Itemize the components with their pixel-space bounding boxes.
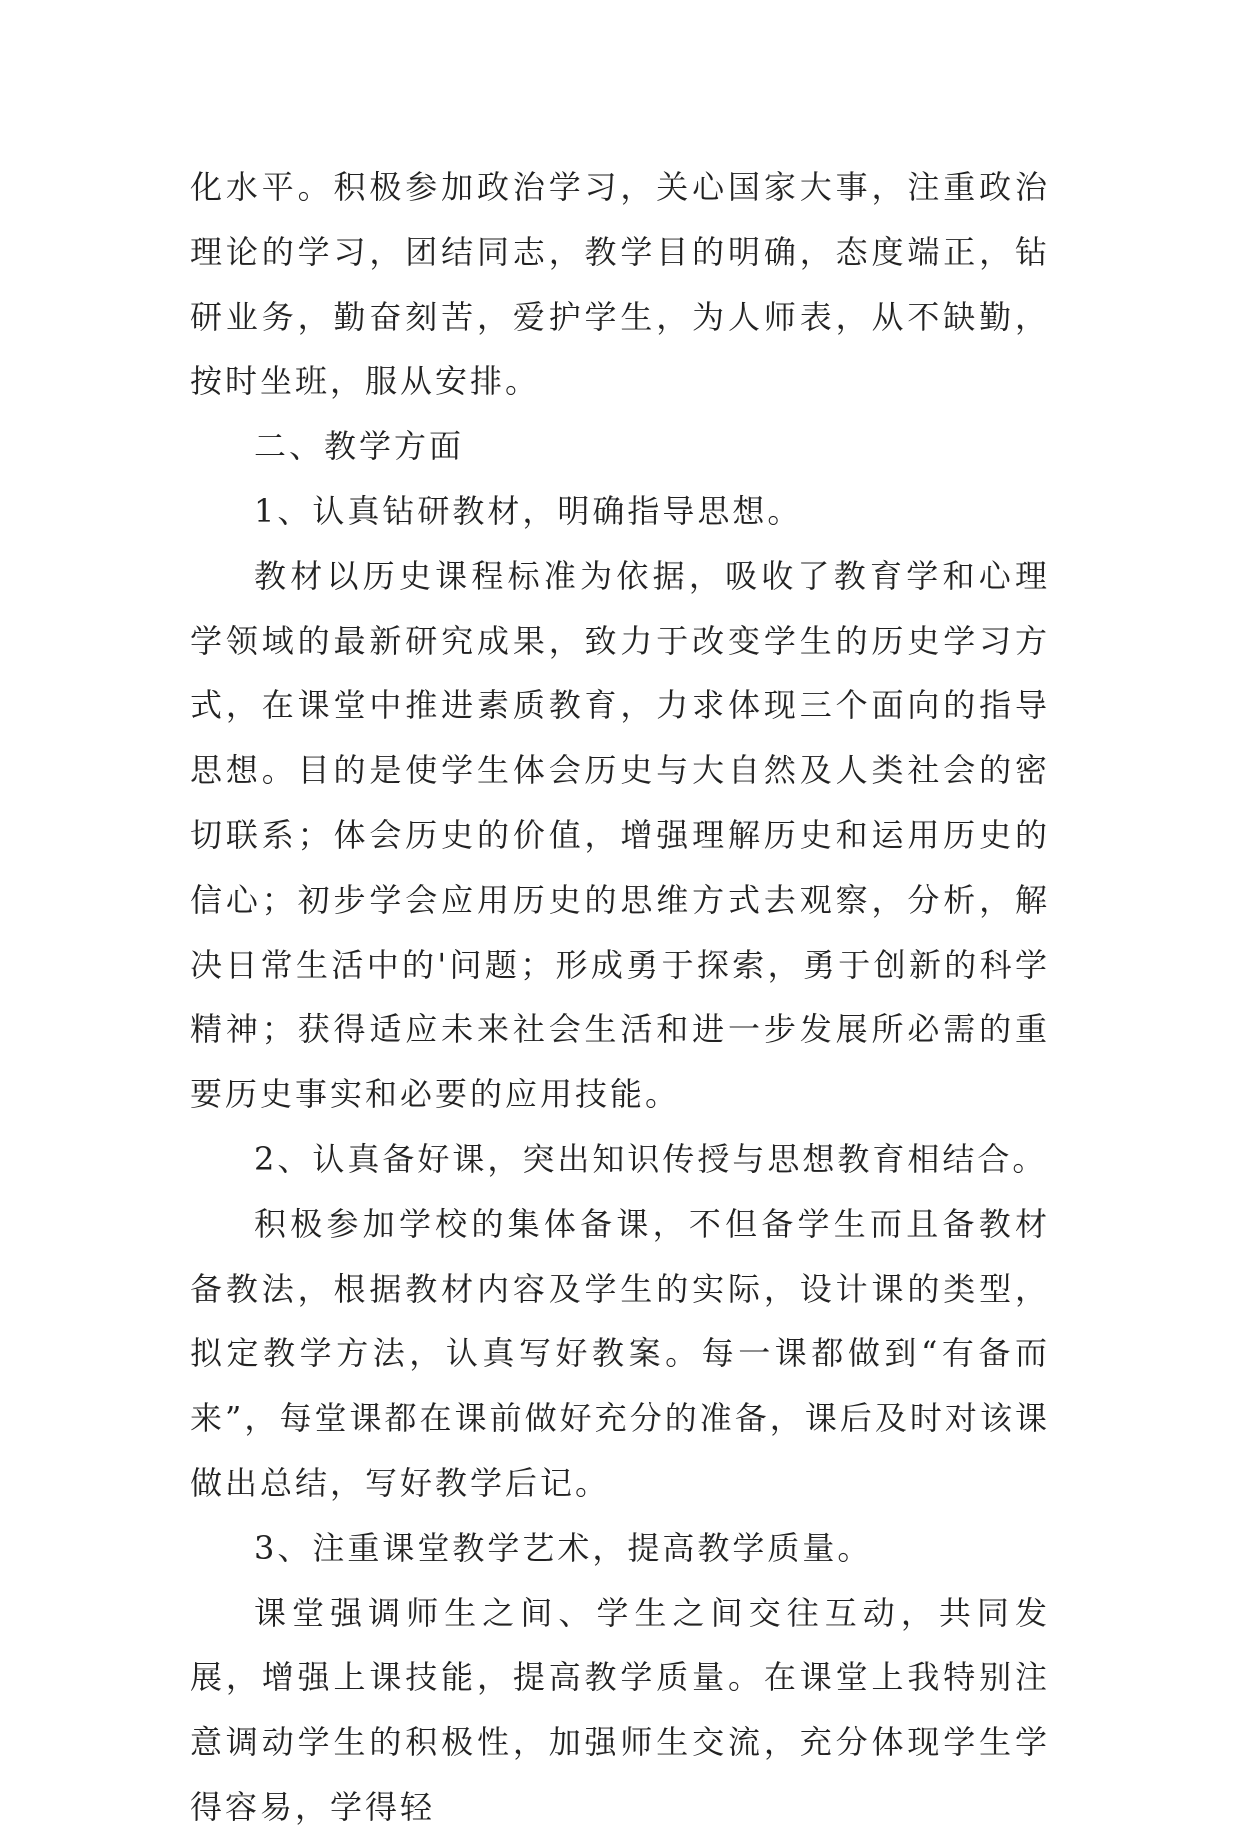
subheading-study-materials: 1、认真钻研教材，明确指导思想。	[254, 491, 803, 530]
section-heading-teaching: 二、教学方面	[254, 427, 465, 466]
paragraph-lesson-prep: 积极参加学校的集体备课，不但备学生而且备教材备教法，根据教材内容及学生的实际，设计课的类型，拟定教学方法，认真写好教案。每一课都做到“有备而来”，每堂课都在课前做好充分的准备，课后及时对该课做出总结，写好教学后记。	[190, 1204, 1050, 1502]
subheading-lesson-prep: 2、认真备好课，突出知识传授与思想教育相结合。	[254, 1139, 1048, 1178]
paragraph-classroom: 课堂强调师生之间、学生之间交往互动，共同发展，增强上课技能，提高教学质量。在课堂上我特别注意调动学生的积极性，加强师生交流，充分体现学生学得容易，学得轻	[190, 1593, 1050, 1826]
document-page	[190, 155, 1050, 1840]
paragraph-materials: 教材以历史课程标准为依据，吸收了教育学和心理学领域的最新研究成果，致力于改变学生的历史学习方式，在课堂中推进素质教育，力求体现三个面向的指导思想。目的是使学生体会历史与大自然及人类社会的密切联系；体会历史的价值，增强理解历史和运用历史的信心；初步学会应用历史的思维方式去观察，分析，解决日常生活中的'问题；形成勇于探索，勇于创新的科学精神；获得适应未来社会生活和进一步发展所必需的重要历史事实和必要的应用技能。	[190, 556, 1050, 1114]
paragraph-continued-ethics: 化水平。积极参加政治学习，关心国家大事，注重政治理论的学习，团结同志，教学目的明确，态度端正，钻研业务，勤奋刻苦，爱护学生，为人师表，从不缺勤，按时坐班，服从安排。	[190, 168, 1050, 401]
subheading-classroom-art: 3、注重课堂教学艺术，提高教学质量。	[254, 1528, 873, 1567]
